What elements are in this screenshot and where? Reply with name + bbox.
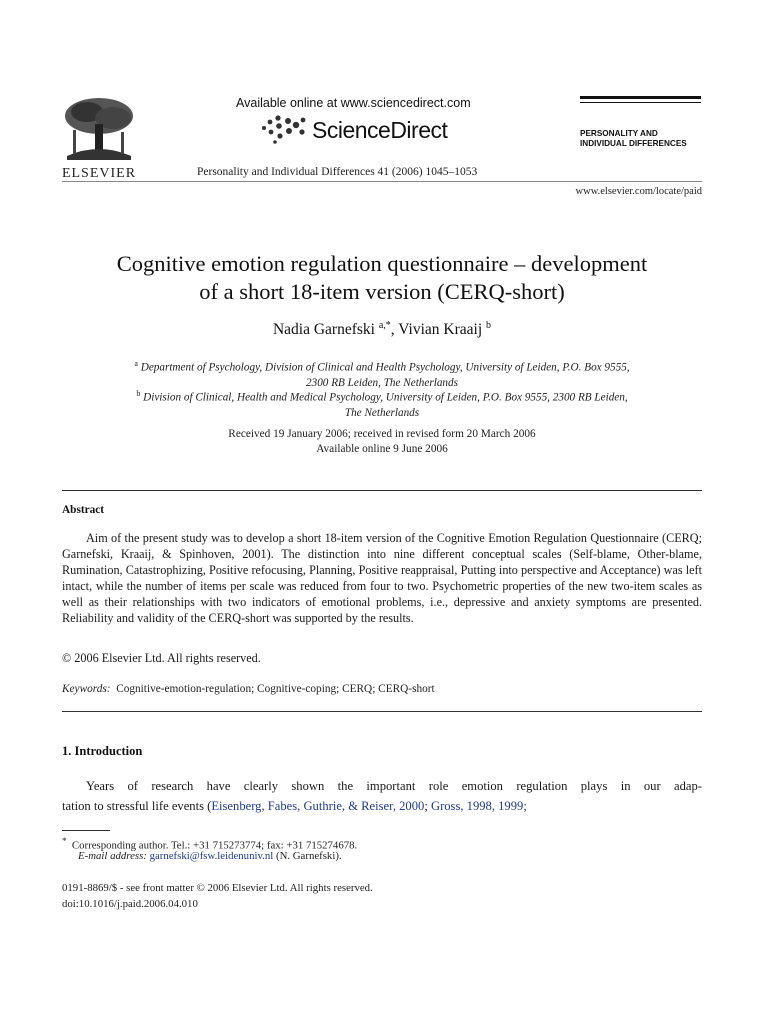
issn-line: 0191-8869/$ - see front matter © 2006 Elsevier Ltd. All rights reserved.	[62, 882, 373, 894]
journal-reference: Personality and Individual Differences 41 (2006) 1045–1053	[197, 166, 478, 178]
section-heading-introduction: 1. Introduction	[62, 744, 143, 758]
affiliation-text: 2300 RB Leiden, The Netherlands	[306, 376, 458, 389]
affiliation-mark: b	[136, 389, 141, 398]
abstract-copyright: © 2006 Elsevier Ltd. All rights reserved.	[62, 651, 261, 665]
intro-line: Years of research have clearly shown the important role emotion regulation plays in our adap-	[86, 779, 702, 793]
title-line2: of a short 18-item version (CERQ-short)	[199, 279, 565, 304]
sciencedirect-dots-icon	[258, 112, 308, 146]
affiliation-mark: a	[134, 359, 138, 368]
email-note	[78, 849, 342, 864]
received-date: Received 19 January 2006; received in revised form 20 March 2006	[228, 428, 536, 440]
journal-title	[580, 129, 710, 148]
author-affiliation-mark[interactable]: b	[486, 320, 492, 331]
author-affiliation-mark[interactable]: a,*	[378, 320, 391, 331]
author-name[interactable]: Nadia Garnefski	[272, 321, 375, 339]
citation-separator: ;	[424, 799, 431, 813]
affiliation-text: Department of Psychology, Division of Clinical and Health Psychology, University of Leiden, P.O. Box 9555,	[140, 361, 630, 374]
abstract-heading: Abstract	[62, 504, 105, 516]
citation-link[interactable]: Eisenberg, Fabes, Guthrie, & Reiser, 2000	[211, 799, 425, 813]
citation-separator: ;	[523, 799, 527, 813]
keywords	[62, 683, 435, 695]
authors	[62, 320, 702, 339]
header-divider	[62, 181, 702, 182]
abstract-body	[62, 530, 702, 627]
journal-rule-thin	[580, 102, 701, 103]
journal-title-line1: PERSONALITY AND	[580, 129, 658, 138]
abstract-top-rule	[62, 490, 702, 491]
publisher-name: ELSEVIER	[61, 166, 137, 181]
footnote-rule	[62, 830, 110, 831]
title-line1: Cognitive emotion regulation questionnaire – development	[116, 251, 648, 276]
doi-line[interactable]: doi:10.1016/j.paid.2006.04.010	[62, 898, 198, 910]
sciencedirect-logo-text: ScienceDirect	[312, 117, 448, 143]
introduction-body	[62, 776, 702, 816]
author-name[interactable]: Vivian Kraaij	[398, 321, 483, 339]
affiliation-text: Division of Clinical, Health and Medical Psychology, University of Leiden, P.O. Box 9555, 2300 RB Leiden,	[143, 391, 628, 404]
journal-url[interactable]: www.elsevier.com/locate/paid	[575, 186, 702, 197]
email-link[interactable]: garnefski@fsw.leidenuniv.nl	[149, 850, 274, 862]
email-suffix: (N. Garnefski).	[275, 850, 342, 862]
email-label: E-mail address:	[78, 850, 147, 862]
affiliation-text: The Netherlands	[344, 406, 420, 419]
footnote-mark: *	[62, 836, 67, 846]
journal-title-line2: INDIVIDUAL DIFFERENCES	[580, 138, 687, 148]
article-title	[62, 250, 702, 306]
abstract-bottom-rule	[62, 711, 702, 712]
article-history	[62, 427, 702, 457]
available-date: Available online 9 June 2006	[316, 443, 448, 455]
journal-rule-thick	[580, 96, 701, 99]
abstract-paragraph: Aim of the present study was to develop a short 18-item version of the Cognitive Emotion Regulation Questionnaire (CERQ; Garnefski, Kraaij, & Spinhoven, 2001). The distinction into nine different conceptual scales (Self-blame, Other-blame, Rumination, Catastrophizing, Positive refocusing, Planning, Positive reappraisal, Putting into perspective and Acceptance) was left intact, while the number of items per scale was reduced from four to two. Psychometric properties of the new two-item scales as well as their relationships with two indicators of emotional problems, i.e., depressive and anxiety symptoms are presented. Reliability and validity of the CERQ-short was supported by the results.	[62, 531, 702, 626]
affiliation-b	[70, 386, 694, 421]
keywords-list: Cognitive-emotion-regulation; Cognitive-coping; CERQ; CERQ-short	[116, 683, 435, 695]
intro-text-segment: tation to stressful life events (	[62, 799, 212, 813]
available-online-text[interactable]: Available online at www.sciencedirect.com	[236, 96, 471, 110]
footnote-text: Corresponding author. Tel.: +31 715273774; fax: +31 715274678.	[71, 839, 358, 852]
intro-line	[62, 799, 527, 813]
author-separator: ,	[390, 321, 399, 339]
keywords-label: Keywords:	[62, 683, 111, 695]
citation-link[interactable]: Gross, 1998, 1999	[430, 799, 524, 813]
